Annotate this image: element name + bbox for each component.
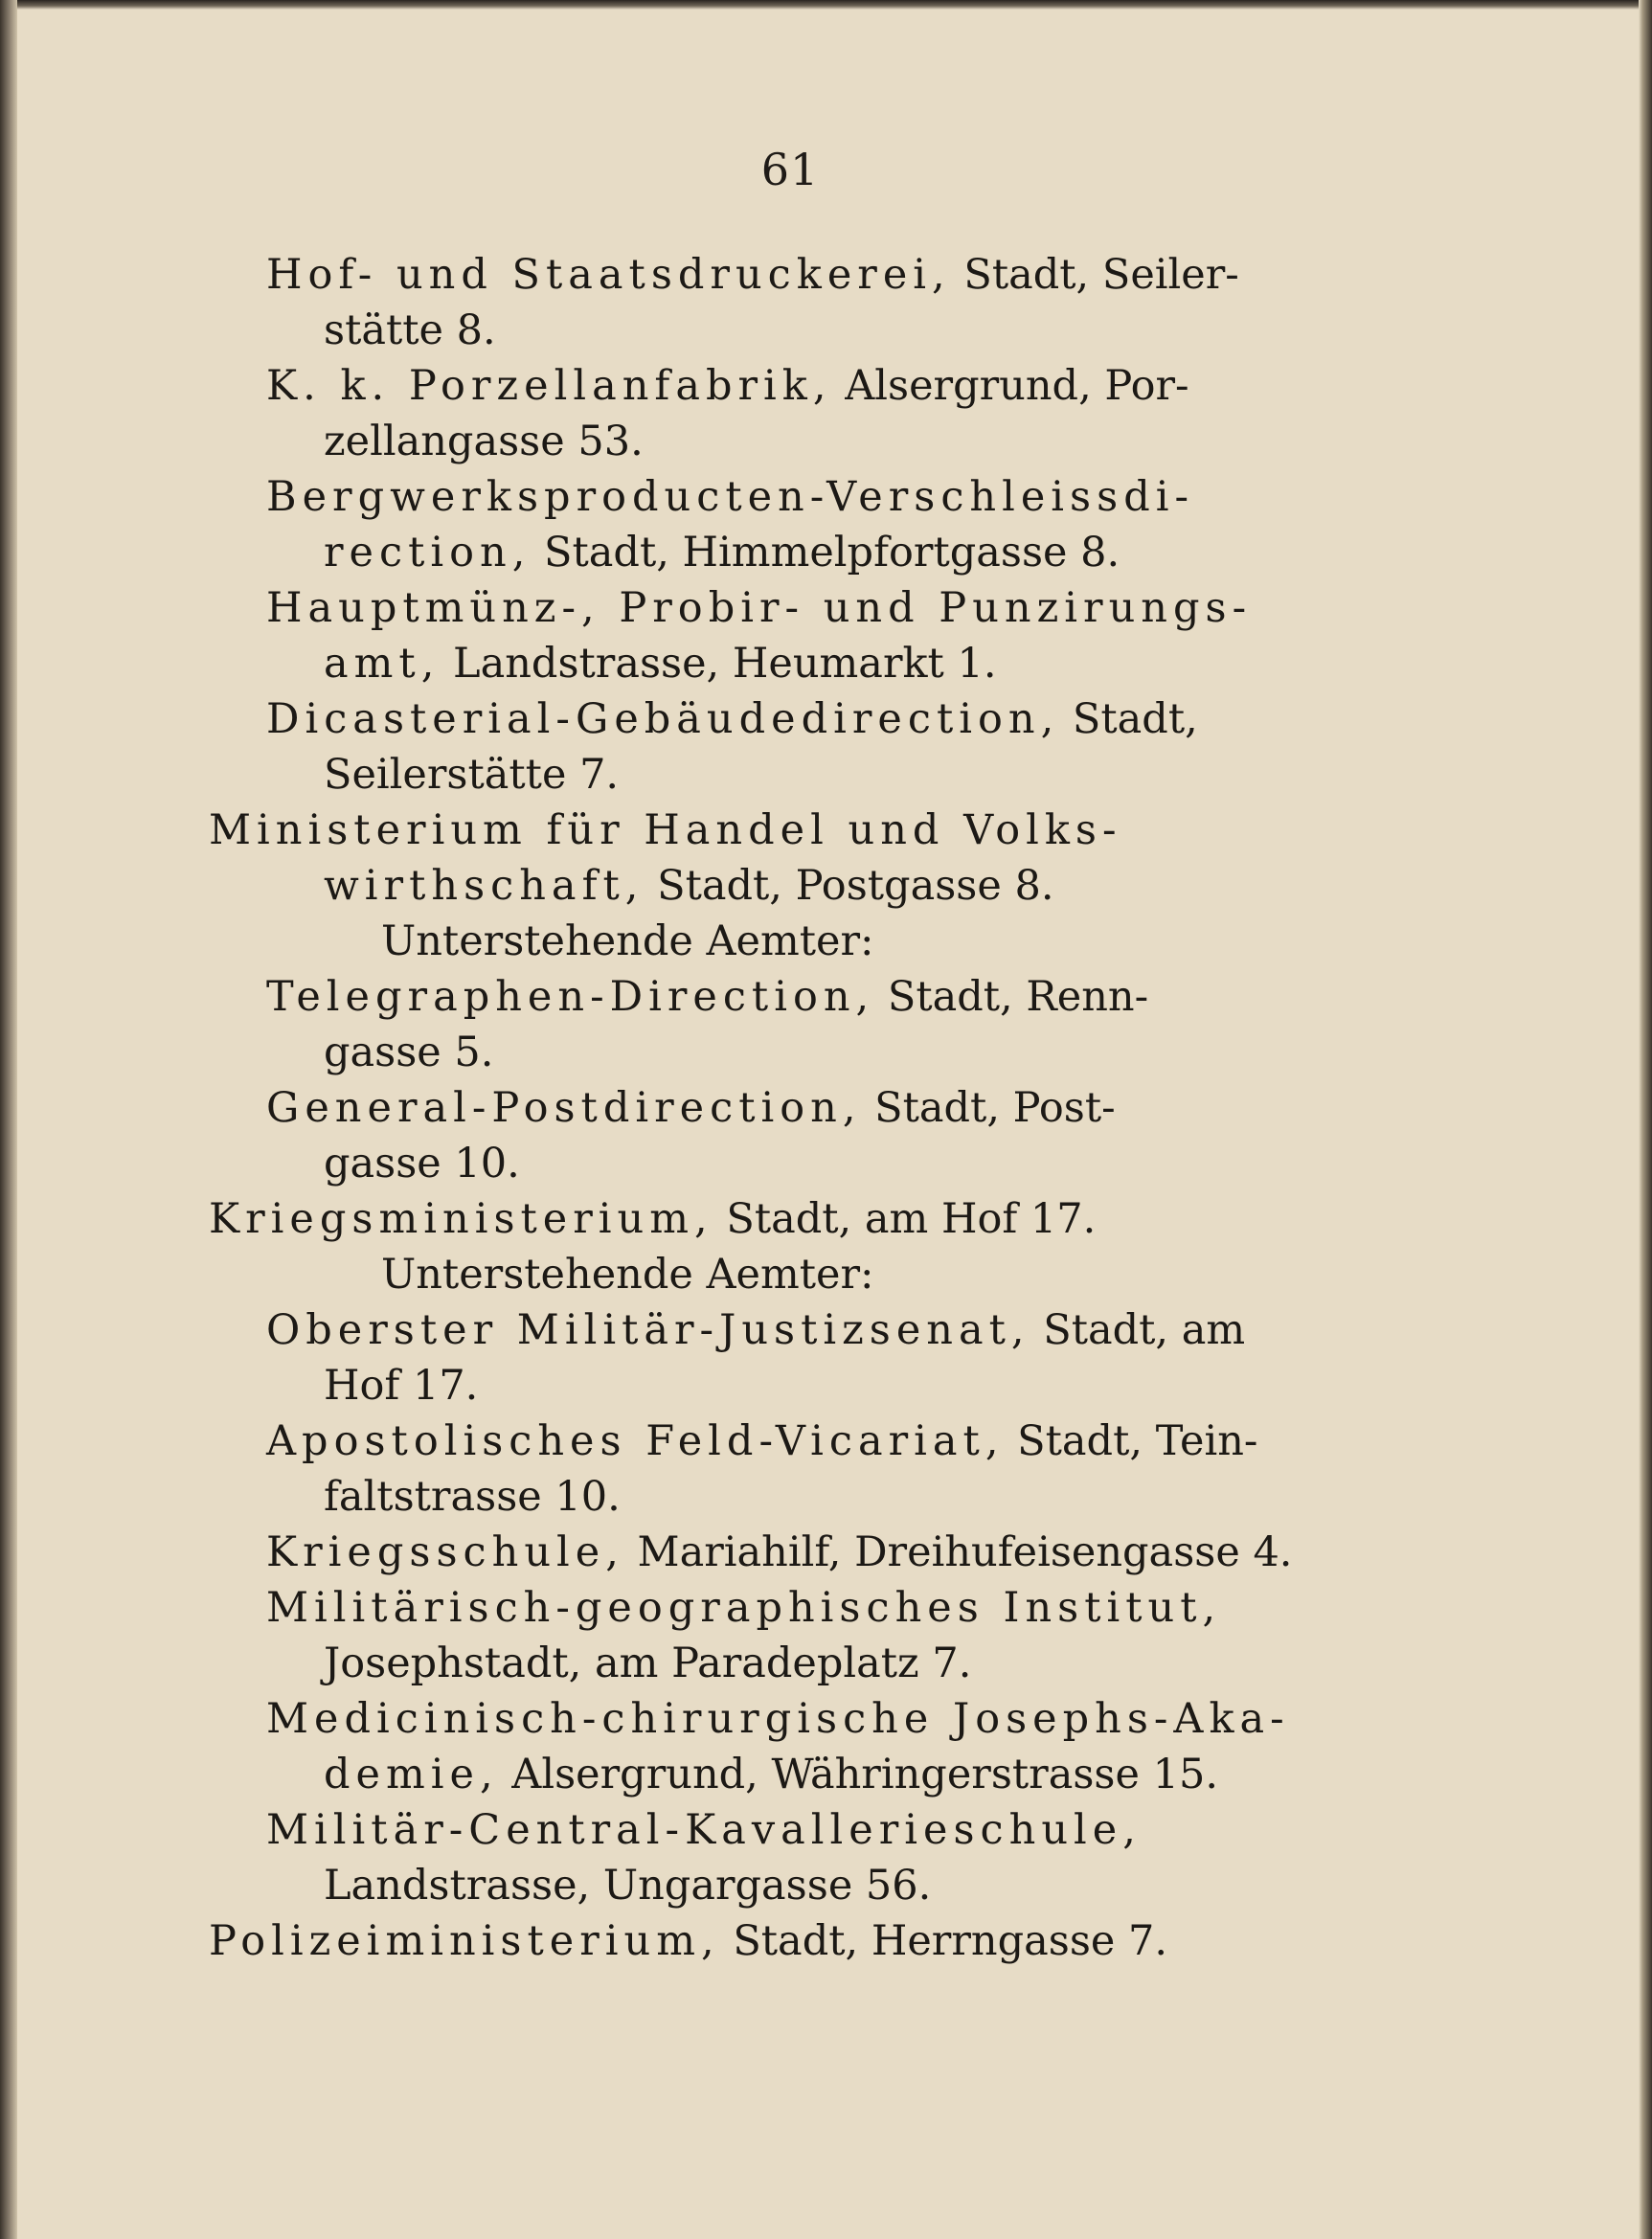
sub-heading xyxy=(209,914,1350,969)
entry-address: Stadt, Renn- xyxy=(874,973,1149,1021)
text-line xyxy=(209,1525,1350,1580)
page-top-edge xyxy=(0,0,1652,10)
entry-address: Stadt, Himmelpfortgasse 8. xyxy=(531,529,1120,577)
text-line xyxy=(209,1469,1350,1525)
text-line xyxy=(209,1358,1350,1414)
entry-address: Stadt, Post- xyxy=(861,1084,1116,1132)
entry-address: stätte 8. xyxy=(324,306,496,354)
text-line xyxy=(209,303,1350,358)
entry-name: Apostolisches Feld-Vicariat, xyxy=(266,1417,1005,1465)
entry-address: Mariahilf, Dreihufeisengasse 4. xyxy=(623,1528,1293,1576)
entry-address: Josephstadt, am Paradeplatz 7. xyxy=(324,1640,972,1687)
text-line xyxy=(209,1747,1350,1802)
text-line xyxy=(209,1691,1350,1747)
text-line xyxy=(209,1025,1350,1080)
text-line xyxy=(209,580,1350,636)
text-line xyxy=(209,469,1350,525)
entry-address: Stadt, am Hof 17. xyxy=(713,1195,1097,1243)
text-line xyxy=(209,747,1350,803)
entry-name: demie, xyxy=(324,1751,499,1798)
entry-address: Landstrasse, Ungargasse 56. xyxy=(324,1862,932,1910)
entry-address: Alsergrund, Währingerstrasse 15. xyxy=(498,1751,1218,1798)
entry-name: Dicasterial-Gebäudedirection, xyxy=(266,695,1060,743)
entry-address: faltstrasse 10. xyxy=(324,1473,621,1521)
text-line xyxy=(209,1636,1350,1691)
entry-name: amt, xyxy=(324,640,441,688)
entry-name: General-Postdirection, xyxy=(266,1084,862,1132)
entry-address: Seilerstätte 7. xyxy=(324,751,620,799)
entry-address: Landstrasse, Heumarkt 1. xyxy=(440,640,997,688)
sub-heading xyxy=(209,1247,1350,1302)
entry-name: K. k. Porzellanfabrik, xyxy=(266,362,832,410)
entry-address: zellangasse 53. xyxy=(324,418,644,465)
text-line xyxy=(209,858,1350,914)
directory-text xyxy=(209,247,1350,1969)
entry-address: Unterstehende Aemter: xyxy=(381,917,874,965)
entry-name: Medicinisch-chirurgische Josephs-Aka- xyxy=(266,1695,1290,1743)
text-line xyxy=(209,969,1350,1025)
text-line xyxy=(209,1802,1350,1858)
text-line xyxy=(209,358,1350,414)
entry-name: wirthschaft, xyxy=(324,862,645,910)
entry-name: Militär-Central-Kavallerieschule, xyxy=(266,1806,1142,1854)
entry-name: Oberster Militär-Justizsenat, xyxy=(266,1306,1030,1354)
entry-address: Stadt, xyxy=(1059,695,1198,743)
entry-name: Telegraphen-Direction, xyxy=(266,973,875,1021)
entry-name: Polizeiministerium, xyxy=(209,1917,720,1965)
text-line xyxy=(209,803,1350,858)
text-line xyxy=(209,414,1350,469)
text-line xyxy=(209,1191,1350,1247)
page-right-edge xyxy=(1639,0,1652,2239)
text-line xyxy=(209,1136,1350,1191)
text-line xyxy=(209,1913,1350,1969)
entry-name: rection, xyxy=(324,529,532,577)
entry-name: Bergwerksproducten-Verschleissdi- xyxy=(266,473,1194,521)
entry-address: gasse 10. xyxy=(324,1140,520,1187)
text-line xyxy=(209,1302,1350,1358)
entry-address: Stadt, am xyxy=(1030,1306,1246,1354)
entry-name: Kriegsministerium, xyxy=(209,1195,713,1243)
text-line xyxy=(209,636,1350,691)
text-line xyxy=(209,1580,1350,1636)
entry-address: Stadt, Seiler- xyxy=(950,251,1239,299)
page-number: 61 xyxy=(760,144,820,195)
text-line xyxy=(209,1080,1350,1136)
entry-address: Stadt, Postgasse 8. xyxy=(644,862,1054,910)
entry-address: Unterstehende Aemter: xyxy=(381,1251,874,1299)
page-binding-edge xyxy=(0,0,17,2239)
entry-name: Kriegsschule, xyxy=(266,1528,624,1576)
text-line xyxy=(209,247,1350,303)
entry-name: Hof- und Staatsdruckerei, xyxy=(266,251,951,299)
entry-name: Ministerium für Handel und Volks- xyxy=(209,806,1122,854)
text-line xyxy=(209,525,1350,580)
text-line xyxy=(209,691,1350,747)
text-line xyxy=(209,1414,1350,1469)
entry-address: gasse 5. xyxy=(324,1029,494,1076)
entry-address: Stadt, Tein- xyxy=(1004,1417,1258,1465)
entry-address: Hof 17. xyxy=(324,1362,479,1410)
entry-name: Militärisch-geographisches Institut, xyxy=(266,1584,1222,1632)
entry-address: Stadt, Herrngasse 7. xyxy=(719,1917,1168,1965)
entry-name: Hauptmünz-, Probir- und Punzirungs- xyxy=(266,584,1253,632)
entry-address: Alsergrund, Por- xyxy=(831,362,1189,410)
text-line xyxy=(209,1858,1350,1913)
